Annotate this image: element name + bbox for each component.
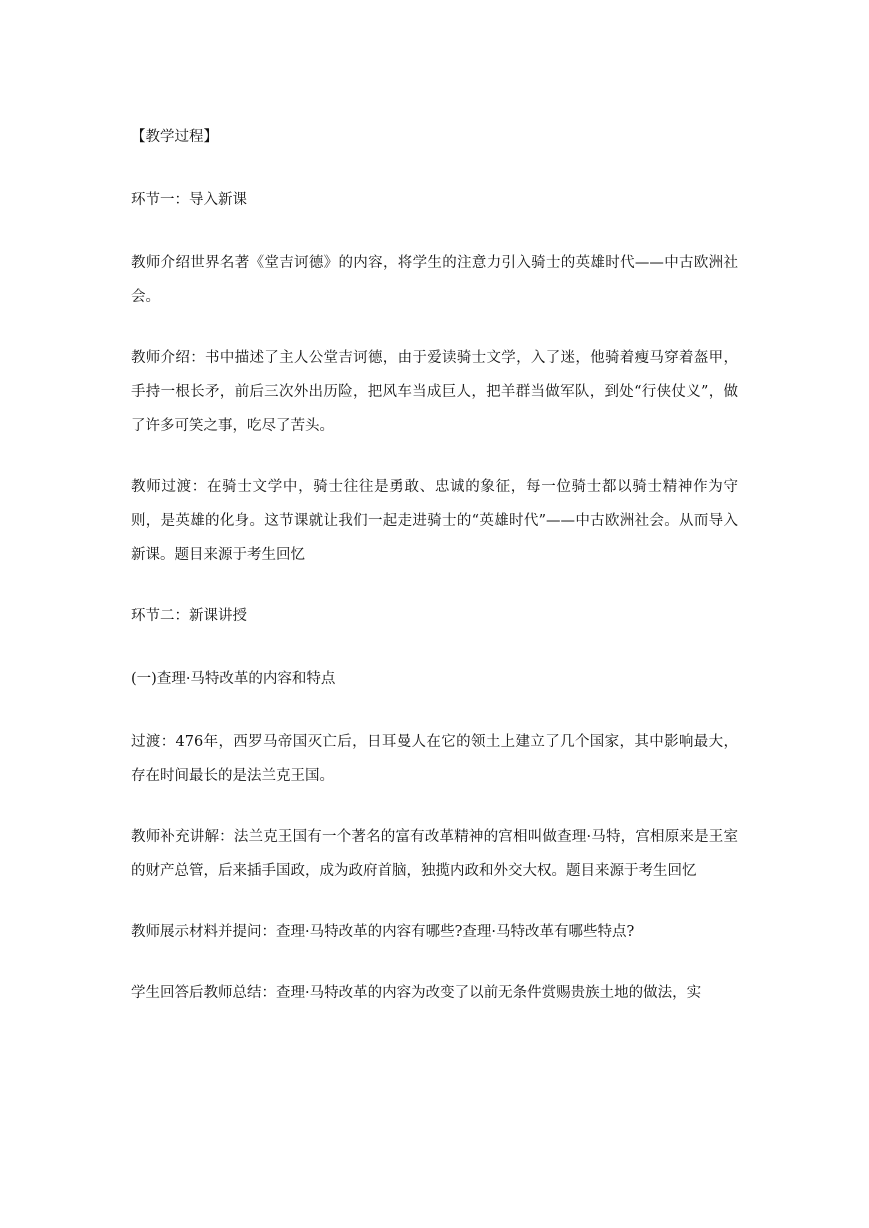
subsection-heading-charles-martel: (一)查理·马特改革的内容和特点 <box>131 671 336 687</box>
teacher-introduction-paragraph: 教师介绍：书中描述了主人公堂吉诃德，由于爱读骑士文学，入了迷，他骑着瘦马穿着盔甲，手持一根长矛，前后三次外出历险，把风车当成巨人，把羊群当做军队，到处“行侠仗义”，做了许多可笑之事，吃尽了苦头。 <box>131 350 738 434</box>
intro-paragraph: 教师介绍世界名著《堂吉诃德》的内容，将学生的注意力引入骑士的英雄时代——中古欧洲社会。 <box>131 255 738 305</box>
section-heading-teaching-process: 【教学过程】 <box>131 129 218 145</box>
teacher-supplement-paragraph: 教师补充讲解：法兰克王国有一个著名的富有改革精神的宫相叫做查理·马特，宫相原来是王室的财产总管，后来插手国政，成为政府首脑，独揽内政和外交大权。题目来源于考生回忆 <box>131 829 738 879</box>
transition-paragraph: 过渡：476年，西罗马帝国灭亡后，日耳曼人在它的领土上建立了几个国家，其中影响最大，存在时间最长的是法兰克王国。 <box>131 734 738 784</box>
document-body <box>131 120 738 1037</box>
step-two-heading: 环节二：新课讲授 <box>131 608 247 624</box>
teacher-question-paragraph: 教师展示材料并提问：查理·马特改革的内容有哪些?查理·马特改革有哪些特点? <box>131 924 635 940</box>
teacher-transition-paragraph: 教师过渡：在骑士文学中，骑士往往是勇敢、忠诚的象征，每一位骑士都以骑士精神作为守则，是英雄的化身。这节课就让我们一起走进骑士的“英雄时代”——中古欧洲社会。从而导入新课。题目来源于考生回忆 <box>131 479 738 563</box>
step-one-heading: 环节一：导入新课 <box>131 192 247 208</box>
teacher-summary-paragraph: 学生回答后教师总结：查理·马特改革的内容为改变了以前无条件赏赐贵族土地的做法，实 <box>131 985 702 1001</box>
